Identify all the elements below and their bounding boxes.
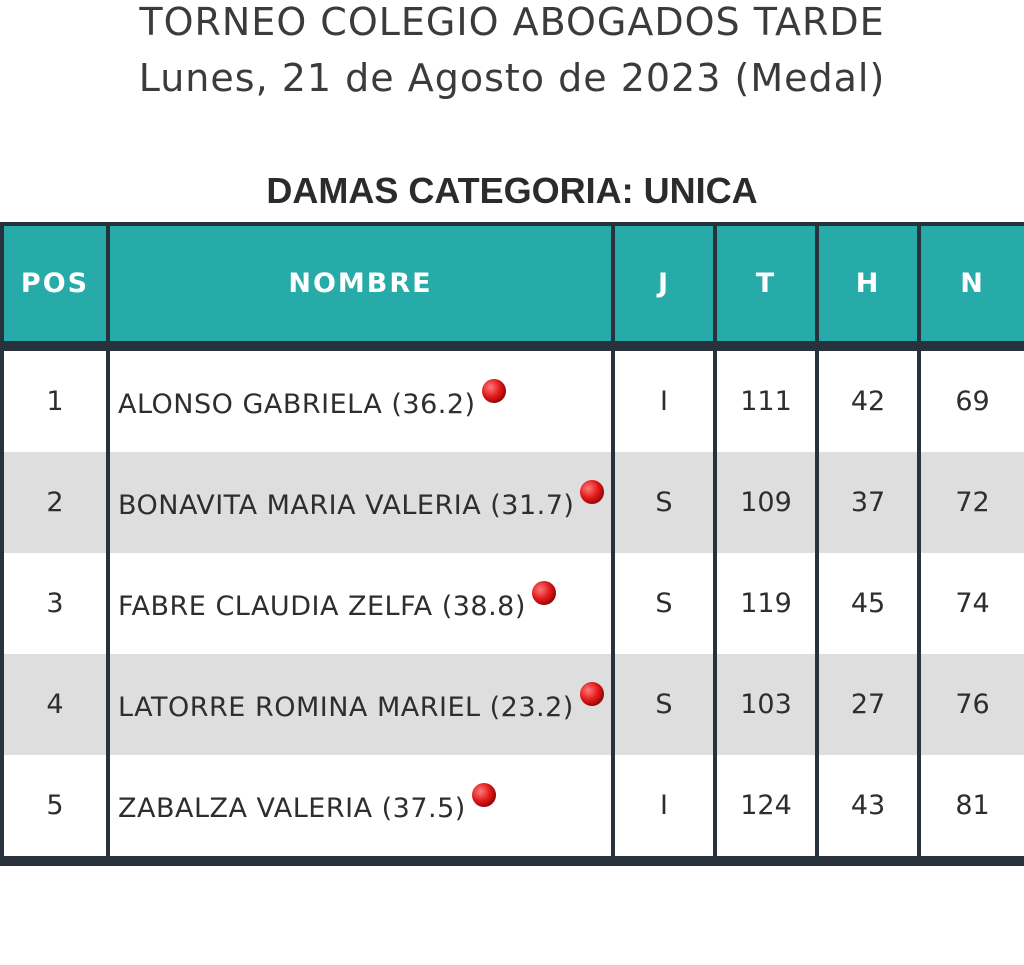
tournament-date: Lunes, 21 de Agosto de 2023 (Medal) — [138, 56, 886, 100]
cell-j: S — [615, 654, 713, 755]
cell-t: 119 — [717, 553, 815, 654]
cell-n: 81 — [921, 755, 1024, 856]
category-title: DAMAS CATEGORIA: UNICA — [266, 170, 758, 211]
column-header-pos: POS — [4, 226, 106, 351]
red-golf-ball-icon — [580, 682, 604, 706]
column-header-t: T — [717, 226, 815, 351]
cell-h: 37 — [819, 452, 917, 553]
player-name: ZABALZA VALERIA (37.5) — [118, 793, 466, 824]
cell-pos: 3 — [4, 553, 106, 654]
red-golf-ball-icon — [472, 783, 496, 807]
column-header-n: N — [921, 226, 1024, 351]
cell-j: S — [615, 452, 713, 553]
cell-h: 42 — [819, 351, 917, 452]
column-header-j: J — [615, 226, 713, 351]
column-header-h: H — [819, 226, 917, 351]
tournament-title: TORNEO COLEGIO ABOGADOS TARDE — [139, 0, 885, 44]
cell-j: S — [615, 553, 713, 654]
cell-t: 109 — [717, 452, 815, 553]
cell-nombre — [110, 553, 611, 654]
cell-pos: 2 — [4, 452, 106, 553]
cell-nombre — [110, 351, 611, 452]
cell-n: 69 — [921, 351, 1024, 452]
red-golf-ball-icon — [532, 581, 556, 605]
red-golf-ball-icon — [482, 379, 506, 403]
cell-t: 103 — [717, 654, 815, 755]
results-table — [0, 222, 1024, 866]
player-name: LATORRE ROMINA MARIEL (23.2) — [118, 692, 574, 723]
cell-pos: 1 — [4, 351, 106, 452]
cell-h: 43 — [819, 755, 917, 856]
player-name: FABRE CLAUDIA ZELFA (38.8) — [118, 591, 526, 622]
cell-nombre — [110, 755, 611, 856]
column-header-nombre: NOMBRE — [110, 226, 611, 351]
cell-nombre — [110, 654, 611, 755]
player-name: ALONSO GABRIELA (36.2) — [118, 389, 476, 420]
cell-n: 72 — [921, 452, 1024, 553]
cell-t: 124 — [717, 755, 815, 856]
cell-pos: 5 — [4, 755, 106, 856]
red-golf-ball-icon — [580, 480, 604, 504]
cell-j: I — [615, 351, 713, 452]
cell-t: 111 — [717, 351, 815, 452]
cell-h: 27 — [819, 654, 917, 755]
cell-pos: 4 — [4, 654, 106, 755]
cell-h: 45 — [819, 553, 917, 654]
cell-nombre — [110, 452, 611, 553]
cell-n: 74 — [921, 553, 1024, 654]
cell-j: I — [615, 755, 713, 856]
player-name: BONAVITA MARIA VALERIA (31.7) — [118, 490, 575, 521]
cell-n: 76 — [921, 654, 1024, 755]
